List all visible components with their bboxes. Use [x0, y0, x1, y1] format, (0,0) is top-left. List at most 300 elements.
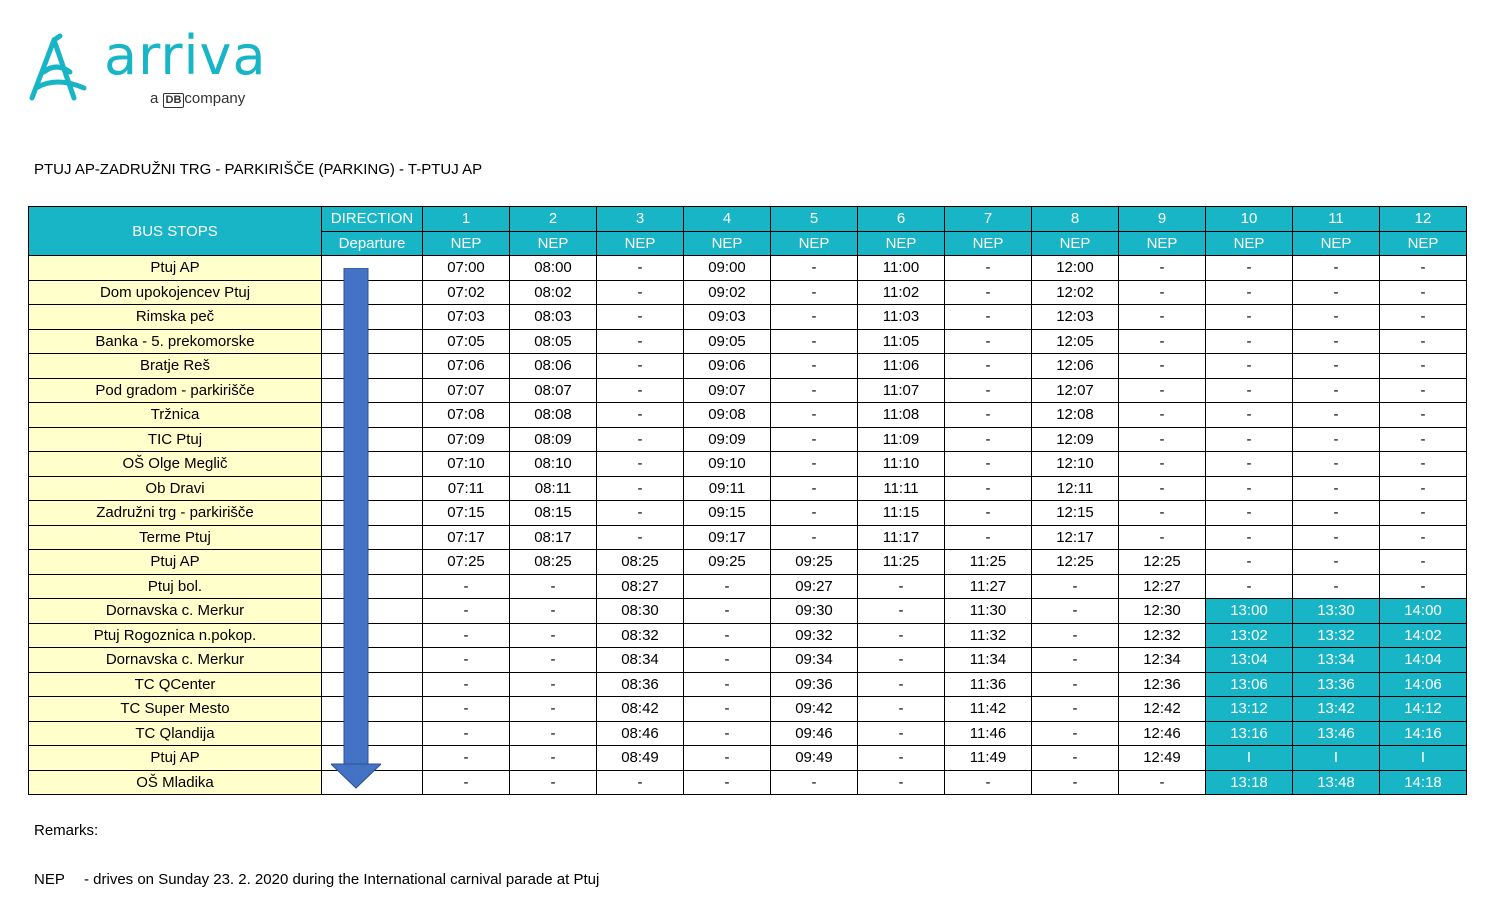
time-cell: 11:27 [945, 574, 1032, 599]
trip-number: 9 [1119, 207, 1206, 232]
time-cell: 07:02 [423, 280, 510, 305]
time-cell: 09:06 [684, 354, 771, 379]
time-cell: 12:09 [1032, 427, 1119, 452]
time-cell: 08:11 [510, 476, 597, 501]
time-cell: - [858, 672, 945, 697]
time-cell: 11:10 [858, 452, 945, 477]
time-cell: 08:25 [510, 550, 597, 575]
time-cell: 11:25 [945, 550, 1032, 575]
tagline-prefix: a [150, 90, 159, 107]
table-row [29, 574, 1467, 599]
time-cell: - [945, 378, 1032, 403]
time-cell: 11:06 [858, 354, 945, 379]
time-cell: - [1032, 770, 1119, 795]
time-cell: - [597, 452, 684, 477]
time-cell: - [771, 476, 858, 501]
time-cell: - [597, 427, 684, 452]
time-cell: 12:30 [1119, 599, 1206, 624]
time-cell: - [423, 770, 510, 795]
day-code: NEP [1206, 231, 1293, 256]
time-cell: - [597, 280, 684, 305]
trip-number: 11 [1293, 207, 1380, 232]
time-cell: 09:27 [771, 574, 858, 599]
time-cell: - [1293, 574, 1380, 599]
time-cell: - [771, 329, 858, 354]
time-cell: 07:06 [423, 354, 510, 379]
time-cell: 08:32 [597, 623, 684, 648]
time-cell: - [510, 574, 597, 599]
time-cell: 09:05 [684, 329, 771, 354]
time-cell: - [684, 574, 771, 599]
time-cell: - [510, 770, 597, 795]
time-cell: 11:00 [858, 256, 945, 281]
time-cell: - [423, 697, 510, 722]
time-cell: - [771, 280, 858, 305]
time-cell: 09:49 [771, 746, 858, 771]
time-cell: - [1206, 305, 1293, 330]
time-cell: - [1119, 305, 1206, 330]
day-code: NEP [771, 231, 858, 256]
time-cell: - [771, 256, 858, 281]
time-cell: 08:09 [510, 427, 597, 452]
table-row [29, 672, 1467, 697]
time-cell: 12:34 [1119, 648, 1206, 673]
time-cell: - [945, 305, 1032, 330]
stop-name: Zadružni trg - parkirišče [29, 501, 322, 526]
time-cell: - [684, 770, 771, 795]
time-cell: 09:00 [684, 256, 771, 281]
time-cell: 12:11 [1032, 476, 1119, 501]
departure-header: Departure [322, 231, 423, 256]
time-cell: 11:15 [858, 501, 945, 526]
time-cell: 09:34 [771, 648, 858, 673]
time-cell: - [684, 599, 771, 624]
time-cell: - [1119, 403, 1206, 428]
trip-number: 12 [1380, 207, 1467, 232]
time-cell: - [1293, 305, 1380, 330]
time-cell: - [1293, 550, 1380, 575]
time-cell: - [771, 501, 858, 526]
time-cell: 09:46 [771, 721, 858, 746]
brand-tagline [150, 90, 245, 108]
time-cell: - [1119, 280, 1206, 305]
time-cell: 08:27 [597, 574, 684, 599]
day-code: NEP [1032, 231, 1119, 256]
time-cell: 13:36 [1293, 672, 1380, 697]
table-row [29, 256, 1467, 281]
time-cell: 09:09 [684, 427, 771, 452]
time-cell: - [945, 770, 1032, 795]
time-cell: 14:02 [1380, 623, 1467, 648]
time-cell: 08:49 [597, 746, 684, 771]
trip-number: 3 [597, 207, 684, 232]
db-badge: DB [163, 93, 185, 108]
time-cell: 12:36 [1119, 672, 1206, 697]
remark-code: NEP [34, 871, 65, 888]
time-cell: 14:06 [1380, 672, 1467, 697]
time-cell: - [945, 427, 1032, 452]
time-cell: - [597, 403, 684, 428]
trip-number: 1 [423, 207, 510, 232]
time-cell: - [1380, 256, 1467, 281]
time-cell: 11:08 [858, 403, 945, 428]
time-cell: 09:02 [684, 280, 771, 305]
trip-number: 7 [945, 207, 1032, 232]
time-cell: 08:30 [597, 599, 684, 624]
timetable [28, 206, 1467, 795]
time-cell: - [1206, 525, 1293, 550]
table-row [29, 697, 1467, 722]
time-cell: - [423, 599, 510, 624]
stop-name: Rimska peč [29, 305, 322, 330]
time-cell: - [1119, 525, 1206, 550]
brand-wordmark: arriva [104, 24, 267, 87]
time-cell: - [1119, 256, 1206, 281]
time-cell: 12:10 [1032, 452, 1119, 477]
time-cell: 11:02 [858, 280, 945, 305]
time-cell: 08:17 [510, 525, 597, 550]
stop-name: OŠ Olge Meglič [29, 452, 322, 477]
stop-name: Terme Ptuj [29, 525, 322, 550]
time-cell: 12:46 [1119, 721, 1206, 746]
time-cell: 07:17 [423, 525, 510, 550]
time-cell: 12:00 [1032, 256, 1119, 281]
time-cell: - [1380, 574, 1467, 599]
time-cell: - [597, 525, 684, 550]
time-cell: - [684, 746, 771, 771]
table-row [29, 329, 1467, 354]
time-cell: 12:15 [1032, 501, 1119, 526]
time-cell: - [1293, 403, 1380, 428]
stop-name: Ptuj bol. [29, 574, 322, 599]
stop-name: Dornavska c. Merkur [29, 599, 322, 624]
time-cell: 09:30 [771, 599, 858, 624]
time-cell: - [945, 403, 1032, 428]
time-cell: 12:25 [1119, 550, 1206, 575]
time-cell: - [597, 256, 684, 281]
time-cell: - [597, 501, 684, 526]
time-cell: 07:25 [423, 550, 510, 575]
time-cell: - [597, 329, 684, 354]
time-cell: - [1119, 329, 1206, 354]
time-cell: 07:00 [423, 256, 510, 281]
remark-text: - drives on Sunday 23. 2. 2020 during the International carnival parade at Ptuj [84, 871, 600, 888]
time-cell: - [1293, 525, 1380, 550]
time-cell: - [1206, 501, 1293, 526]
time-cell: - [858, 623, 945, 648]
time-cell: - [1032, 574, 1119, 599]
time-cell: 09:17 [684, 525, 771, 550]
stop-name: Dom upokojencev Ptuj [29, 280, 322, 305]
trip-number: 6 [858, 207, 945, 232]
time-cell: 09:10 [684, 452, 771, 477]
time-cell: 09:08 [684, 403, 771, 428]
day-code: NEP [858, 231, 945, 256]
time-cell: - [771, 305, 858, 330]
time-cell: - [510, 599, 597, 624]
time-cell: - [858, 599, 945, 624]
table-row [29, 623, 1467, 648]
time-cell: - [1119, 476, 1206, 501]
time-cell: - [1206, 378, 1293, 403]
time-cell: - [684, 721, 771, 746]
time-cell: - [858, 648, 945, 673]
table-row [29, 452, 1467, 477]
time-cell: - [771, 354, 858, 379]
time-cell: - [423, 574, 510, 599]
time-cell: 12:07 [1032, 378, 1119, 403]
time-cell: - [945, 525, 1032, 550]
time-cell: - [945, 476, 1032, 501]
trip-number: 5 [771, 207, 858, 232]
time-cell: 11:11 [858, 476, 945, 501]
time-cell: 12:08 [1032, 403, 1119, 428]
time-cell: 14:16 [1380, 721, 1467, 746]
time-cell: 08:08 [510, 403, 597, 428]
table-row [29, 550, 1467, 575]
time-cell: - [1206, 256, 1293, 281]
day-code: NEP [945, 231, 1032, 256]
day-code: NEP [1293, 231, 1380, 256]
time-cell: - [1380, 501, 1467, 526]
time-cell: 08:15 [510, 501, 597, 526]
time-cell: 12:06 [1032, 354, 1119, 379]
time-cell: - [858, 721, 945, 746]
day-code: NEP [684, 231, 771, 256]
table-row [29, 721, 1467, 746]
table-row [29, 427, 1467, 452]
day-code: NEP [1380, 231, 1467, 256]
time-cell: - [1293, 427, 1380, 452]
time-cell: - [1206, 329, 1293, 354]
stop-name: Ptuj AP [29, 256, 322, 281]
time-cell: - [423, 648, 510, 673]
time-cell: 12:27 [1119, 574, 1206, 599]
time-cell: 07:10 [423, 452, 510, 477]
time-cell: 12:42 [1119, 697, 1206, 722]
time-cell: 12:49 [1119, 746, 1206, 771]
time-cell: 11:46 [945, 721, 1032, 746]
time-cell: - [1380, 550, 1467, 575]
time-cell: 07:11 [423, 476, 510, 501]
time-cell: 08:36 [597, 672, 684, 697]
stop-name: Pod gradom - parkirišče [29, 378, 322, 403]
time-cell: 09:15 [684, 501, 771, 526]
time-cell: - [1380, 403, 1467, 428]
time-cell: I [1293, 746, 1380, 771]
trip-number: 10 [1206, 207, 1293, 232]
time-cell: - [1293, 476, 1380, 501]
time-cell: 12:25 [1032, 550, 1119, 575]
stop-name: Banka - 5. prekomorske [29, 329, 322, 354]
time-cell: - [1380, 427, 1467, 452]
time-cell: 07:09 [423, 427, 510, 452]
time-cell: 13:16 [1206, 721, 1293, 746]
time-cell: - [1119, 501, 1206, 526]
arriva-logo [26, 24, 296, 112]
time-cell: - [945, 501, 1032, 526]
time-cell: - [858, 770, 945, 795]
time-cell: 09:25 [684, 550, 771, 575]
table-row [29, 378, 1467, 403]
time-cell: 08:06 [510, 354, 597, 379]
time-cell: - [771, 403, 858, 428]
time-cell: - [1293, 378, 1380, 403]
time-cell: - [597, 770, 684, 795]
direction-header: DIRECTION [322, 207, 423, 232]
time-cell: 12:32 [1119, 623, 1206, 648]
time-cell: 13:06 [1206, 672, 1293, 697]
time-cell: - [1293, 329, 1380, 354]
day-code: NEP [423, 231, 510, 256]
time-cell: 08:42 [597, 697, 684, 722]
time-cell: 13:00 [1206, 599, 1293, 624]
time-cell: 13:18 [1206, 770, 1293, 795]
stop-name: Ptuj AP [29, 550, 322, 575]
time-cell: 11:09 [858, 427, 945, 452]
time-cell: - [1380, 329, 1467, 354]
time-cell: - [1119, 354, 1206, 379]
time-cell: 08:46 [597, 721, 684, 746]
time-cell: - [771, 525, 858, 550]
time-cell: 09:32 [771, 623, 858, 648]
stop-name: Ob Dravi [29, 476, 322, 501]
time-cell: 08:10 [510, 452, 597, 477]
time-cell: 11:34 [945, 648, 1032, 673]
time-cell: - [1293, 354, 1380, 379]
time-cell: 11:32 [945, 623, 1032, 648]
time-cell: 08:03 [510, 305, 597, 330]
time-cell: - [1380, 305, 1467, 330]
time-cell: - [597, 476, 684, 501]
time-cell: - [1380, 354, 1467, 379]
time-cell: - [1032, 648, 1119, 673]
time-cell: 07:07 [423, 378, 510, 403]
time-cell: 09:03 [684, 305, 771, 330]
trip-number: 8 [1032, 207, 1119, 232]
time-cell: - [1380, 452, 1467, 477]
time-cell: - [1119, 452, 1206, 477]
table-row [29, 770, 1467, 795]
time-cell: - [597, 354, 684, 379]
time-cell: - [423, 672, 510, 697]
time-cell: 13:02 [1206, 623, 1293, 648]
timetable-body [29, 256, 1467, 795]
time-cell: - [945, 354, 1032, 379]
time-cell: - [1119, 770, 1206, 795]
time-cell: 13:48 [1293, 770, 1380, 795]
time-cell: I [1380, 746, 1467, 771]
time-cell: - [597, 305, 684, 330]
time-cell: - [1206, 574, 1293, 599]
time-cell: 11:49 [945, 746, 1032, 771]
time-cell: 13:30 [1293, 599, 1380, 624]
table-row [29, 476, 1467, 501]
time-cell: - [771, 770, 858, 795]
remark-note [34, 871, 599, 888]
time-cell: - [858, 746, 945, 771]
stop-name: Tržnica [29, 403, 322, 428]
table-row [29, 280, 1467, 305]
time-cell: - [597, 378, 684, 403]
time-cell: 13:04 [1206, 648, 1293, 673]
time-cell: 12:03 [1032, 305, 1119, 330]
time-cell: - [1032, 672, 1119, 697]
time-cell: - [771, 427, 858, 452]
time-cell: 11:42 [945, 697, 1032, 722]
trip-number: 2 [510, 207, 597, 232]
time-cell: - [1032, 697, 1119, 722]
time-cell: 08:00 [510, 256, 597, 281]
time-cell: - [1119, 378, 1206, 403]
time-cell: 14:18 [1380, 770, 1467, 795]
time-cell: - [423, 721, 510, 746]
stop-name: Bratje Reš [29, 354, 322, 379]
time-cell: - [1380, 525, 1467, 550]
time-cell: 09:42 [771, 697, 858, 722]
time-cell: - [1380, 476, 1467, 501]
time-cell: - [858, 574, 945, 599]
time-cell: - [510, 623, 597, 648]
time-cell: - [1206, 427, 1293, 452]
stop-name: Ptuj Rogoznica n.pokop. [29, 623, 322, 648]
time-cell: 12:02 [1032, 280, 1119, 305]
time-cell: 13:12 [1206, 697, 1293, 722]
time-cell: - [771, 452, 858, 477]
time-cell: - [1293, 256, 1380, 281]
stop-name: TC Super Mesto [29, 697, 322, 722]
time-cell: 11:25 [858, 550, 945, 575]
direction-arrow-icon [331, 268, 381, 790]
time-cell: 07:08 [423, 403, 510, 428]
day-code: NEP [597, 231, 684, 256]
time-cell: - [510, 697, 597, 722]
time-cell: - [945, 256, 1032, 281]
table-row [29, 599, 1467, 624]
table-row [29, 403, 1467, 428]
stop-name: TC Qlandija [29, 721, 322, 746]
time-cell: - [1206, 550, 1293, 575]
table-row [29, 305, 1467, 330]
table-row [29, 746, 1467, 771]
time-cell: - [510, 672, 597, 697]
time-cell: - [1032, 599, 1119, 624]
table-row [29, 501, 1467, 526]
time-cell: 07:03 [423, 305, 510, 330]
time-cell: 07:15 [423, 501, 510, 526]
time-cell: 11:30 [945, 599, 1032, 624]
time-cell: 13:46 [1293, 721, 1380, 746]
time-cell: 11:17 [858, 525, 945, 550]
day-code: NEP [510, 231, 597, 256]
time-cell: 11:36 [945, 672, 1032, 697]
time-cell: - [1206, 476, 1293, 501]
time-cell: - [423, 746, 510, 771]
time-cell: 08:34 [597, 648, 684, 673]
time-cell: - [684, 623, 771, 648]
time-cell: 11:07 [858, 378, 945, 403]
time-cell: - [423, 623, 510, 648]
stop-name: Ptuj AP [29, 746, 322, 771]
time-cell: 14:04 [1380, 648, 1467, 673]
time-cell: 09:25 [771, 550, 858, 575]
time-cell: 14:00 [1380, 599, 1467, 624]
time-cell: - [684, 697, 771, 722]
time-cell: - [771, 378, 858, 403]
stop-name: TIC Ptuj [29, 427, 322, 452]
time-cell: 12:05 [1032, 329, 1119, 354]
time-cell: - [1206, 354, 1293, 379]
